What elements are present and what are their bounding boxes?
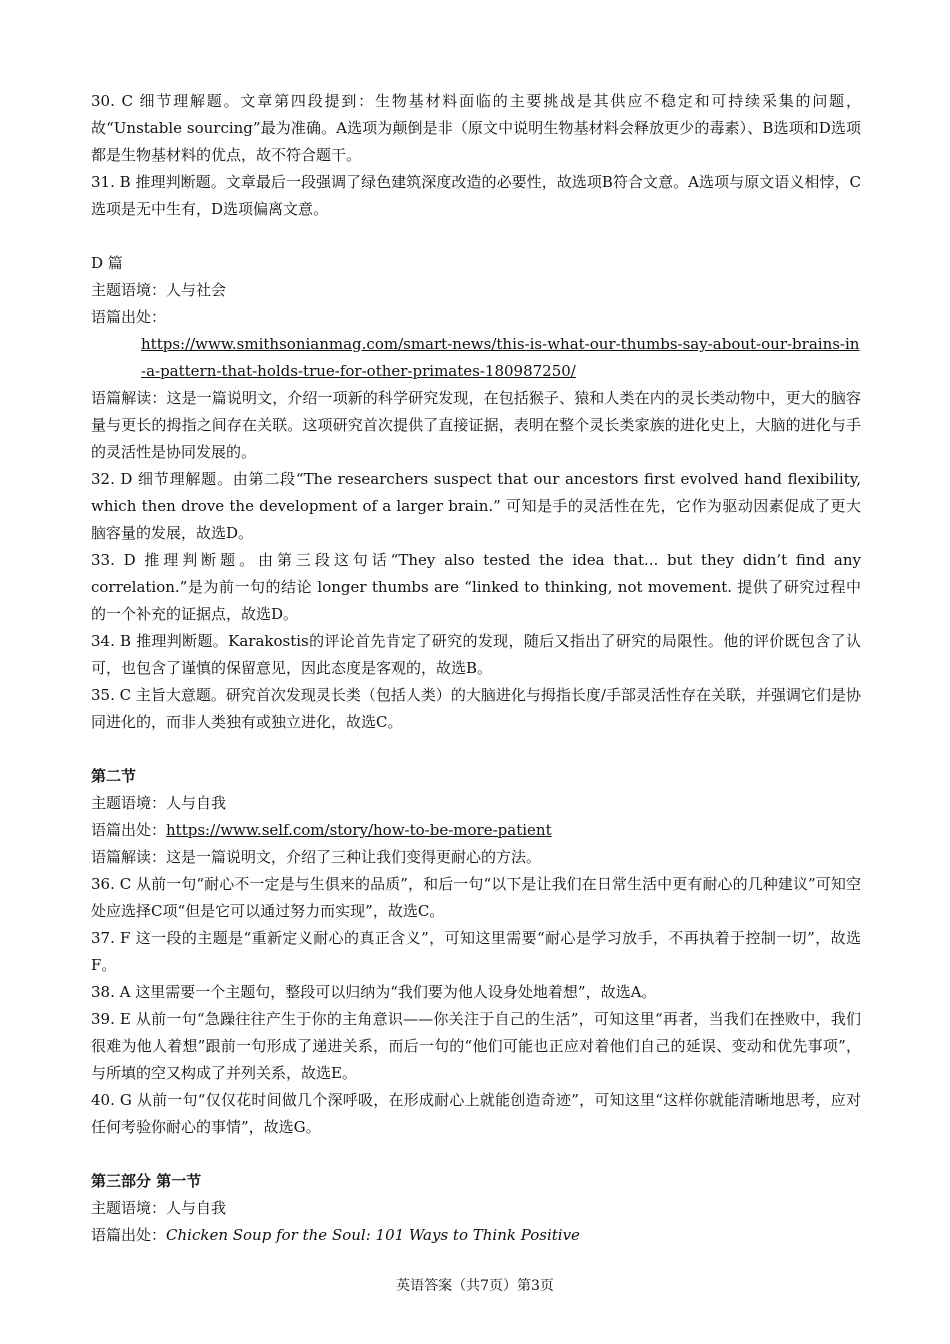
part-3-source (91, 1222, 861, 1249)
answer-37: 37. F 这一段的主题是“重新定义耐心的真正含义”，可知这里需要“耐心是学习放手，不再执着于控制一切”，故选F。 (91, 929, 861, 974)
part-3-source-label: 语篇出处： (91, 1226, 167, 1244)
answer-33: 33. D 推理判断题。由第三段这句话“They also tested the idea that... but they didn’t find any correlation.”是为前一句的结论 longer thumbs are “linked to thinking, not movement. 提供了研究过程中的一个补充的证据点，故选D。 (91, 551, 861, 623)
section-d-reading: 语篇解读：这是一篇说明文，介绍一项新的科学研究发现，在包括猴子、猿和人类在内的灵长类动物中，更大的脑容量与更长的拇指之间存在关联。这项研究首次提供了直接证据，表明在整个灵长类家族的进化史上，大脑的进化与手的灵活性是协同发展的。 (91, 389, 861, 461)
section-2-heading: 第二节 (91, 767, 137, 785)
answer-38: 38. A 这里需要一个主题句，整段可以归纳为“我们要为他人设身处地着想”，故选A。 (91, 983, 657, 1001)
section-2-theme: 主题语境：人与自我 (91, 794, 227, 812)
section-d-heading: D 篇 (91, 254, 123, 272)
page-footer: 英语答案（共7页）第3页 (396, 1278, 554, 1294)
section-d-source-link[interactable]: https://www.smithsonianmag.com/smart-news/this-is-what-our-thumbs-say-about-our-brains-in-a-pattern-that-holds-true-for-other-primates-180987250/ (141, 335, 860, 380)
section-2-source (91, 817, 861, 844)
section-d-theme: 主题语境：人与社会 (91, 281, 227, 299)
section-2-reading: 语篇解读：这是一篇说明文，介绍了三种让我们变得更耐心的方法。 (91, 848, 542, 866)
section-2-source-link[interactable]: https://www.self.com/story/how-to-be-more-patient (166, 821, 552, 839)
answer-31: 31. B 推理判断题。文章最后一段强调了绿色建筑深度改造的必要性，故选项B符合文意。A选项与原文语义相悖，C选项是无中生有，D选项偏离文意。 (91, 173, 861, 218)
answer-34: 34. B 推理判断题。Karakostis的评论首先肯定了研究的发现，随后又指出了研究的局限性。他的评价既包含了认可，也包含了谨慎的保留意见，因此态度是客观的，故选B。 (91, 632, 861, 677)
section-2-source-label: 语篇出处： (91, 821, 167, 839)
answer-39: 39. E 从前一句“急躁往往产生于你的主角意识——你关注于自己的生活”，可知这里“再者，当我们在挫败中，我们很难为他人着想”跟前一句形成了递进关系，而后一句的“他们可能也正应对着他们自己的延误、变动和优先事项”，与所填的空又构成了并列关系，故选E。 (91, 1010, 861, 1082)
part-3-source-title: Chicken Soup for the Soul: 101 Ways to Think Positive (166, 1226, 580, 1244)
answer-36: 36. C 从前一句“耐心不一定是与生俱来的品质”，和后一句“以下是让我们在日常生活中更有耐心的几种建议”可知空处应选择C项“但是它可以通过努力而实现”，故选C。 (91, 875, 861, 920)
answer-35: 35. C 主旨大意题。研究首次发现灵长类（包括人类）的大脑进化与拇指长度/手部灵活性存在关联，并强调它们是协同进化的，而非人类独有或独立进化，故选C。 (91, 686, 861, 731)
answer-30: 30. C 细节理解题。文章第四段提到：生物基材料面临的主要挑战是其供应不稳定和可持续采集的问题，故“Unstable sourcing”最为准确。A选项为颠倒是非（原文中说明生物基材料会释放更少的毒素）、B选项和D选项都是生物基材料的优点，故不符合题干。 (91, 92, 861, 164)
part-3-heading: 第三部分 第一节 (91, 1172, 202, 1190)
answer-page (91, 88, 861, 1249)
section-d-source-label: 语篇出处： (91, 308, 167, 326)
answer-32: 32. D 细节理解题。由第二段“The researchers suspect that our ancestors first evolved hand flexibility, which then drove the development of a larger brain.” 可知是手的灵活性在先，它作为驱动因素促成了更大脑容量的发展，故选D。 (91, 470, 861, 542)
answer-40: 40. G 从前一句“仅仅花时间做几个深呼吸，在形成耐心上就能创造奇迹”，可知这里“这样你就能清晰地思考，应对任何考验你耐心的事情”，故选G。 (91, 1091, 861, 1136)
part-3-theme: 主题语境：人与自我 (91, 1199, 227, 1217)
